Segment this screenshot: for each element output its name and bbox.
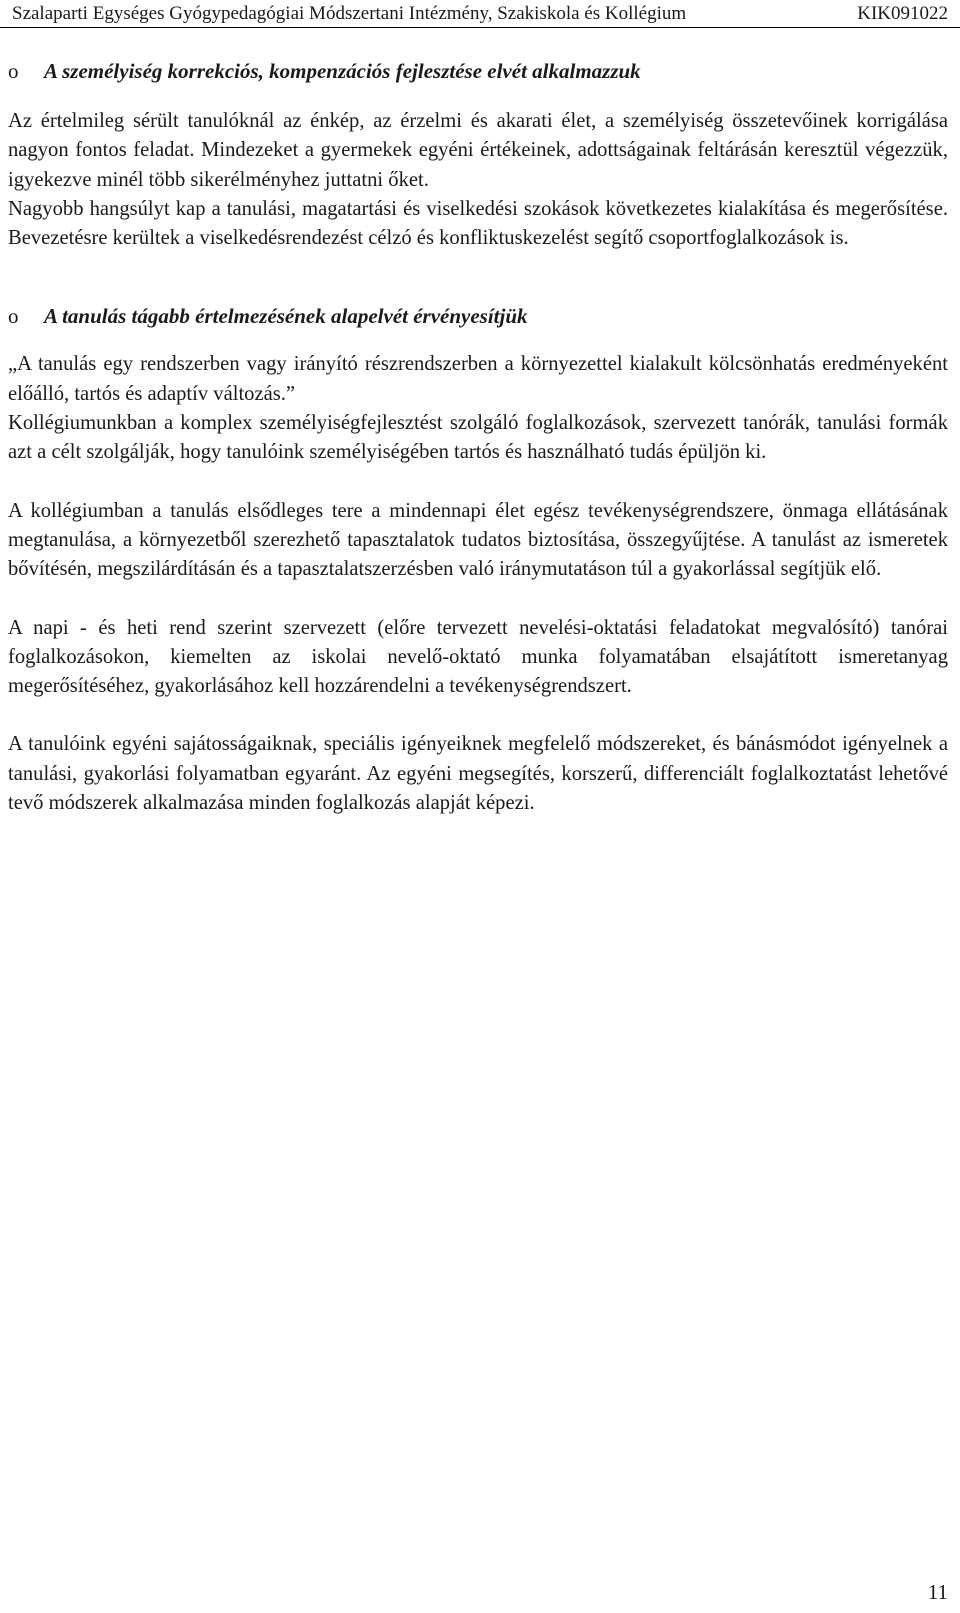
page-content [0,28,960,818]
section-heading-personality [8,57,948,85]
page-number: 11 [927,1580,948,1604]
paragraph: Nagyobb hangsúlyt kap a tanulási, magatartási és viselkedési szokások következetes kialakítása és megerősítése. Bevezetésre kerültek a viselkedésrendezést célzó és konfliktuskezelést segítő csoportfoglalkozások is. [8,197,948,250]
paragraph: A kollégiumban a tanulás elsődleges tere a mindennapi élet egész tevékenységrendszere, önmaga ellátásának megtanulása, a környezetből szerezhető tapasztalatok tudatos biztosítása, összegyűjtése. A tanulást az ismeretek bővítésén, megszilárdításán és a tapasztalatszerzésben való iránymutatáson túl a gyakorlással segítjük elő. [8,499,948,581]
section-heading-text: A személyiség korrekciós, kompenzációs fejlesztése elvét alkalmazzuk [44,59,641,83]
section-heading-learning [8,302,948,330]
paragraph: Kollégiumunkban a komplex személyiségfejlesztést szolgáló foglalkozások, szervezett tanórák, tanulási formák azt a célt szolgálják, hogy tanulóink személyiségében tartós és használható tudás épüljön ki. [8,412,948,464]
paragraph: A tanulóink egyéni sajátosságaiknak, speciális igényeiknek megfelelő módszereket, és bánásmódot igényelnek a tanulási, gyakorlási folyamatban egyaránt. Az egyéni megsegítés, korszerű, differenciált foglalkoztatást lehetővé tevő módszerek alkalmazása minden foglalkozás alapját képezi. [8,733,948,815]
header-document-code: KIK091022 [857,2,948,24]
header-institution: Szalaparti Egységes Gyógypedagógiai Módszertani Intézmény, Szakiskola és Kollégium [12,2,687,24]
bullet-marker: o [8,59,19,83]
bullet-marker: o [8,304,19,329]
quote-paragraph: „A tanulás egy rendszerben vagy irányító részrendszerben a környezettel kialakult kölcsönhatás eredményeként előálló, tartós és adaptív változás.” [8,353,948,405]
paragraph: Az értelmileg sérült tanulóknál az énkép, az érzelmi és akarati élet, a személyiség összetevőinek korrigálása nagyon fontos feladat. Mindezeket a gyermekek egyéni értékeinek, adottságainak feltárásán keresztül végezzük, igyekezve minél több sikerélményhez juttatni őket. [8,110,948,191]
paragraph: A napi - és heti rend szerint szervezett (előre tervezett nevelési-oktatási feladatokat megvalósító) tanórai foglalkozásokon, kiemelten az iskolai nevelő-oktató munka folyamatában elsajátított ismeretanyag megerősítéséhez, gyakorlásához kell hozzárendelni a tevékenységrendszert. [8,616,948,698]
page-header [0,0,960,28]
section-heading-text: A tanulás tágabb értelmezésének alapelvét érvényesítjük [44,304,528,329]
